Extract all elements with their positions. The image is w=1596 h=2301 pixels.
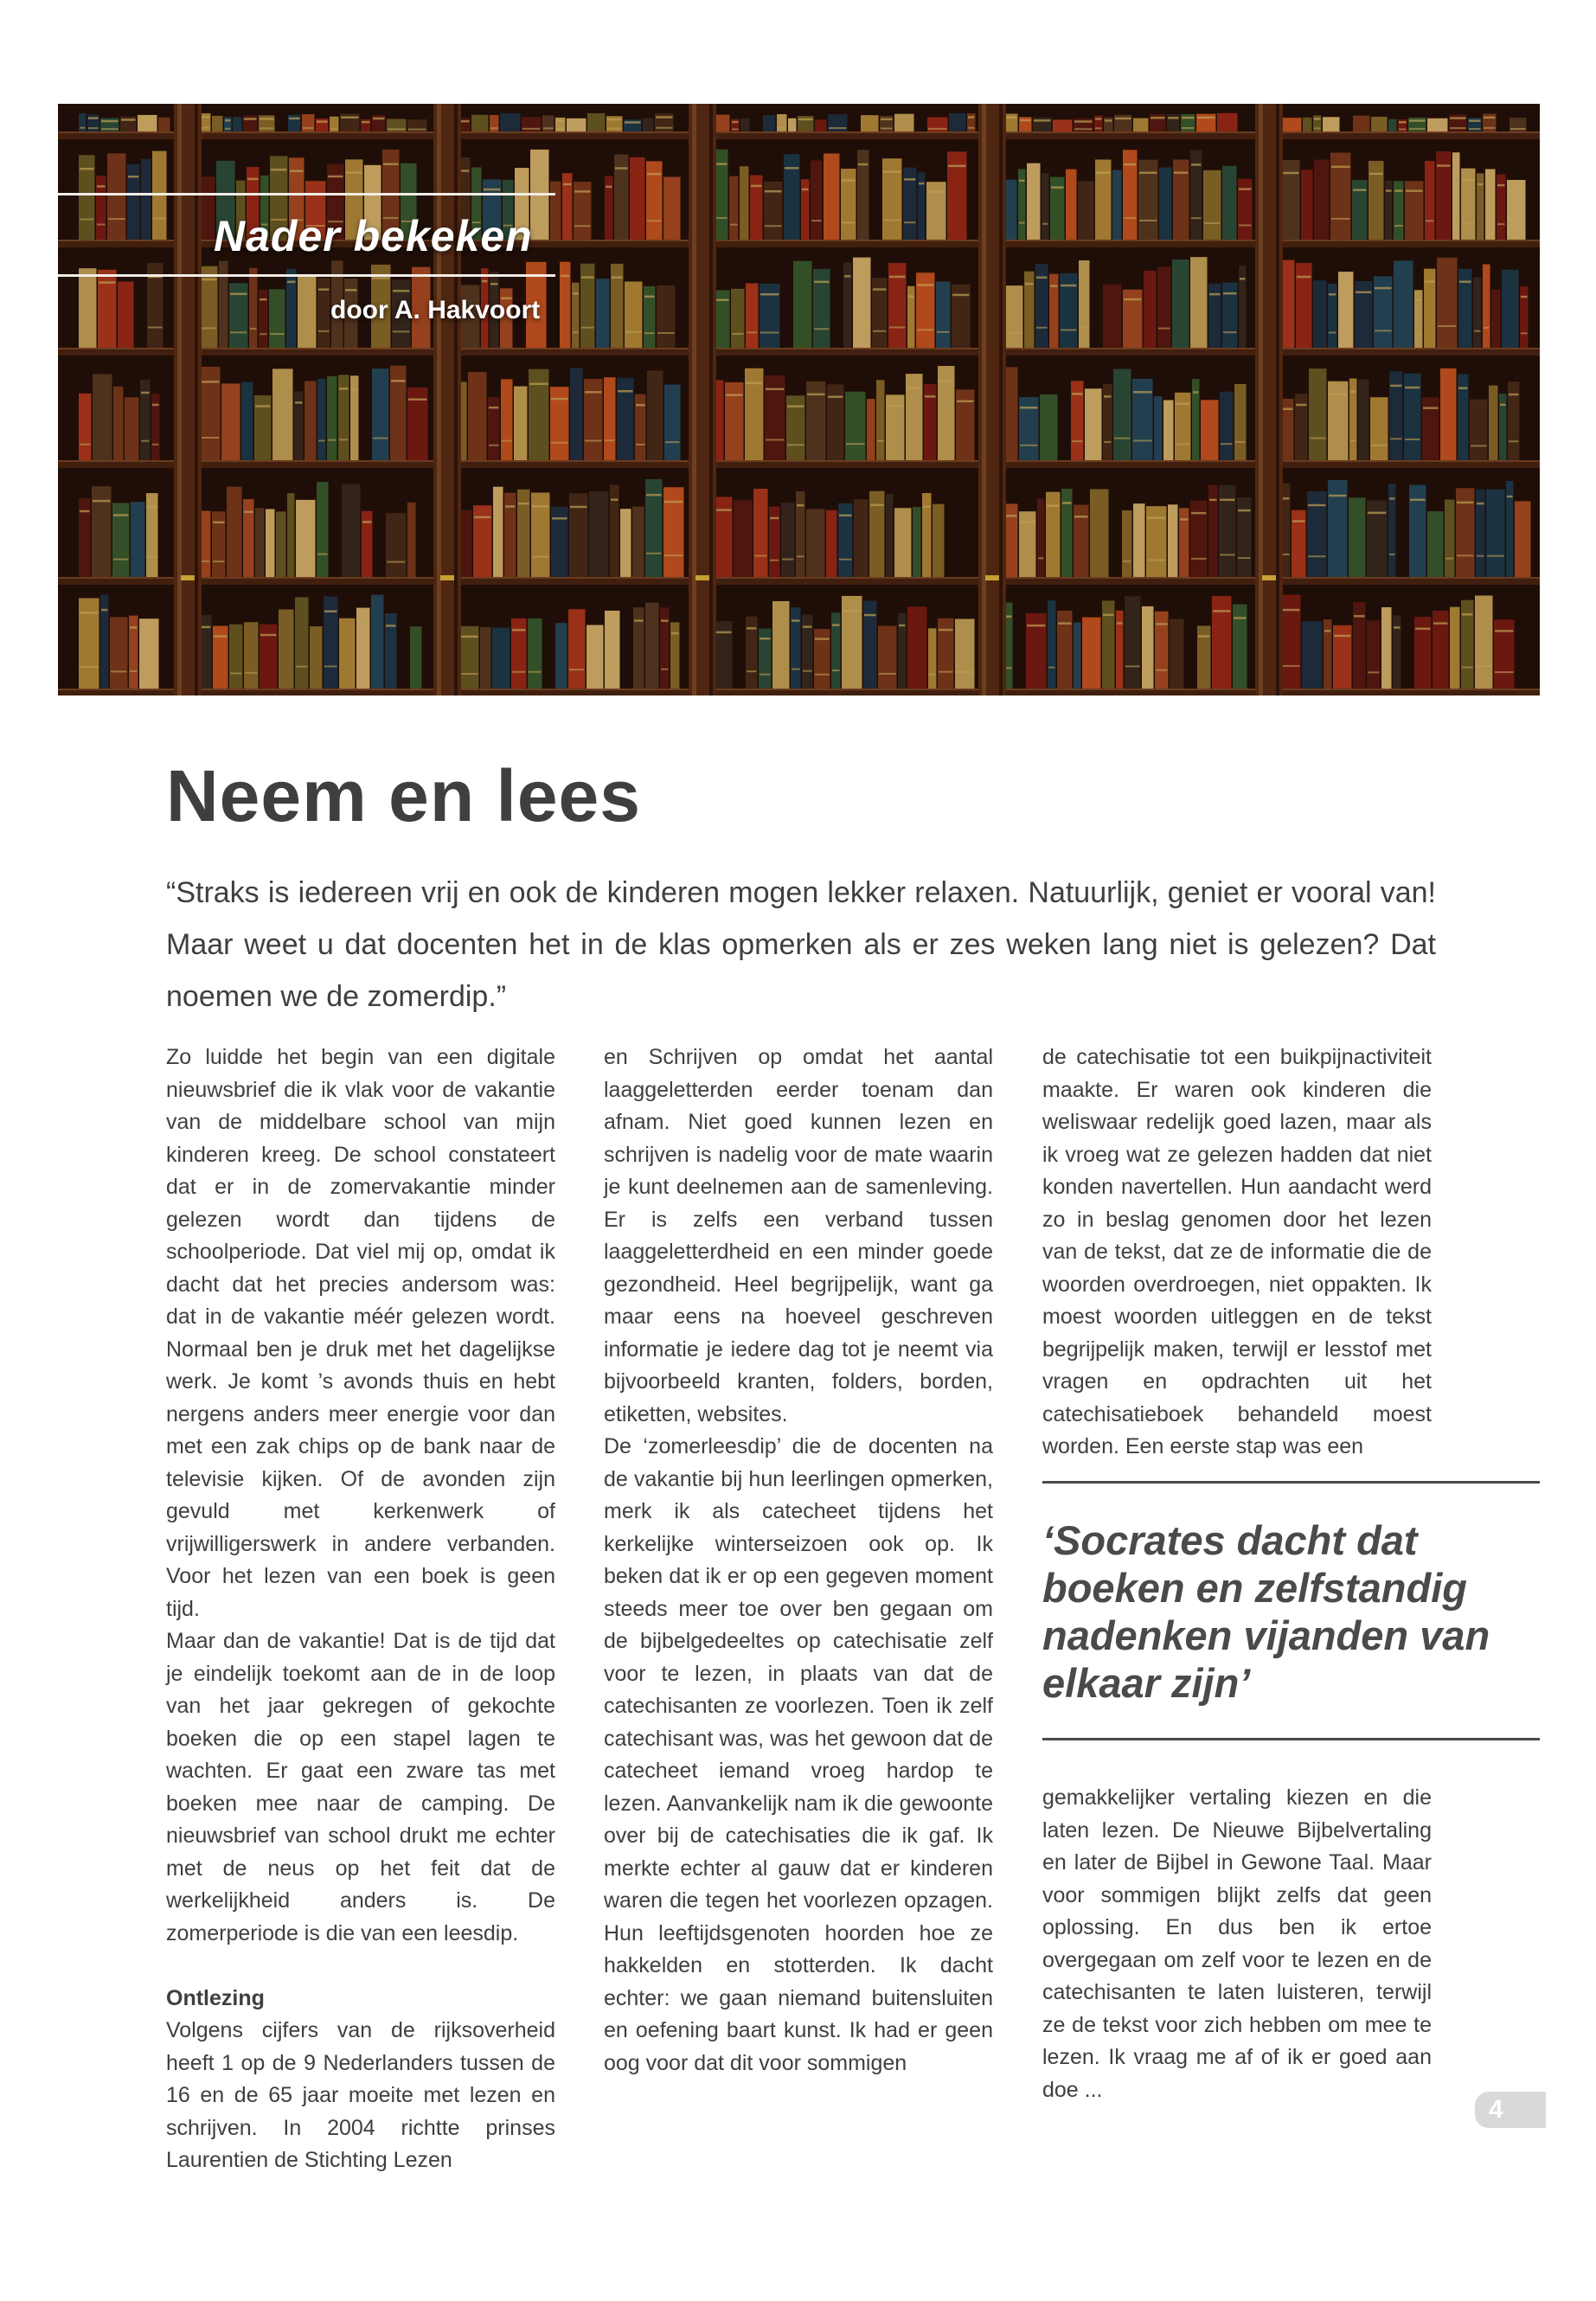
paragraph: Maar dan de vakantie! Dat is de tijd dat je eindelijk toekomt aan de in de loop van het jaar gekregen of gekochte boeken die op een stapel lagen te wachten. Er gaat een zware tas met boeken mee naar de camping. De nieuwsbrief van school drukt me echter met de neus op het feit dat de werkelijkheid anders is. De zomerperiode is die van een leesdip. [166, 1629, 555, 1945]
text-column-2 [604, 1042, 993, 2080]
paragraph: Zo luidde het begin van een digitale nieuwsbrief die ik vlak voor de vakantie van de middelbare school van mijn kinderen kreeg. De school constateert dat er in de zomervakantie minder gelezen wordt dan tijdens de schoolperiode. Dat viel mij op, omdat ik dacht dat het precies andersom was: dat in de vakantie méér gelezen wordt. Normaal ben je druk met het dagelijkse werk. Je komt ’s avonds thuis en hebt nergens anders meer energie voor dan met een zak chips op de bank naar de televisie kijken. Of de avonden zijn gevuld met kerkenwerk of vrijwilligerswerk in andere verbanden. Voor het lezen van een boek is geen tijd. [166, 1045, 555, 1621]
paragraph: De ‘zomerleesdip’ die de docenten na de vakantie bij hun leerlingen opmerken, merk ik als catecheet tijdens het kerkelijke winterseizoen ook op. Ik beken dat ik er op een gegeven moment steeds meer toe over ben gegaan om de bijbelgedeeltes op catechisatie zelf voor te lezen, in plaats van dat de catechisanten ze voorlezen. Toen ik zelf catechisant was, was het gewoon dat de catecheet iemand vroeg hardop te lezen. Aanvankelijk nam ik die gewoonte over bij de catechisaties die ik gaf. Ik merkte echter al gauw dat er kinderen waren die tegen het voorlezen opzagen. Hun leeftijdsgenoten hoorden hoe ze hakkelden en stotterden. Ik dacht echter: we gaan niemand buitensluiten en oefening baart kunst. Ik had er geen oog voor dat dit voor sommigen [604, 1434, 993, 2075]
author-byline: door A. Hakvoort [330, 296, 541, 324]
subheading: Ontlezing [166, 1985, 265, 2010]
article-title: Neem en lees [166, 755, 641, 836]
text-column-1 [166, 1042, 555, 2177]
kicker-rule-top [58, 193, 555, 195]
pull-quote [1042, 1481, 1540, 1740]
text-column-3 [1042, 1042, 1432, 1464]
paragraph: gemakkelijker vertaling kiezen en die laten lezen. De Nieuwe Bijbelvertaling en later de Bijbel in Gewone Taal. Maar voor sommigen blijkt zelfs dat geen oplossing. En dus ben ik ertoe overgegaan om zelf voor te lezen en de catechisanten te laten luisteren, terwijl ze de tekst voor zich hebben om mee te lezen. Ik vraag me af of ik er goed aan doe ... [1042, 1785, 1432, 2102]
kicker-rule-bottom [58, 274, 555, 277]
text-column-3-continued [1042, 1782, 1432, 2106]
article-lead: “Straks is iedereen vrij en ook de kinderen mogen lekker relaxen. Natuurlijk, geniet er vooral van! Maar weet u dat docenten het in de klas opmerken als er zes weken lang niet is gelezen? Dat noemen we de zomerdip.” [166, 876, 1436, 1013]
paragraph: en Schrijven op omdat het aantal laaggeletterden eerder toenam dan afnam. Niet goed kunnen lezen en schrijven is nadelig voor de mate waarin je kunt deelnemen aan de samenleving. Er is zelfs een verband tussen laaggeletterdheid en een minder goede gezondheid. Heel begrijpelijk, want ga maar eens na hoeveel geschreven informatie je iedere dag tot je neemt via bijvoorbeeld kranten, folders, borden, etiketten, websites. [604, 1045, 993, 1426]
page-number: 4 [1475, 2092, 1546, 2128]
section-kicker: Nader bekeken [214, 212, 533, 260]
header-banner [58, 104, 1540, 695]
paragraph: de catechisatie tot een buikpijnactiviteit maakte. Er waren ook kinderen die weliswaar redelijk goed lazen, maar als ik vroeg wat ze gelezen hadden dat niet konden navertellen. Hun aandacht werd zo in beslag genomen door het lezen van de tekst, dat ze de informatie die de woorden overdroegen, niet oppakten. Ik moest woorden uitleggen en de tekst begrijpelijk maken, terwijl er lesstof met vragen en opdrachten uit het catechisatieboek behandeld moest worden. Een eerste stap was een [1042, 1045, 1432, 1458]
paragraph: Volgens cijfers van de rijksoverheid heeft 1 op de 9 Nederlanders tussen de 16 en de 65 jaar moeite met lezen en schrijven. In 2004 richtte prinses Laurentien de Stichting Lezen [166, 2018, 555, 2172]
pull-quote-text: ‘Socrates dacht dat boeken en zelfstandig nadenken vijanden van elkaar zijn’ [1042, 1517, 1490, 1706]
